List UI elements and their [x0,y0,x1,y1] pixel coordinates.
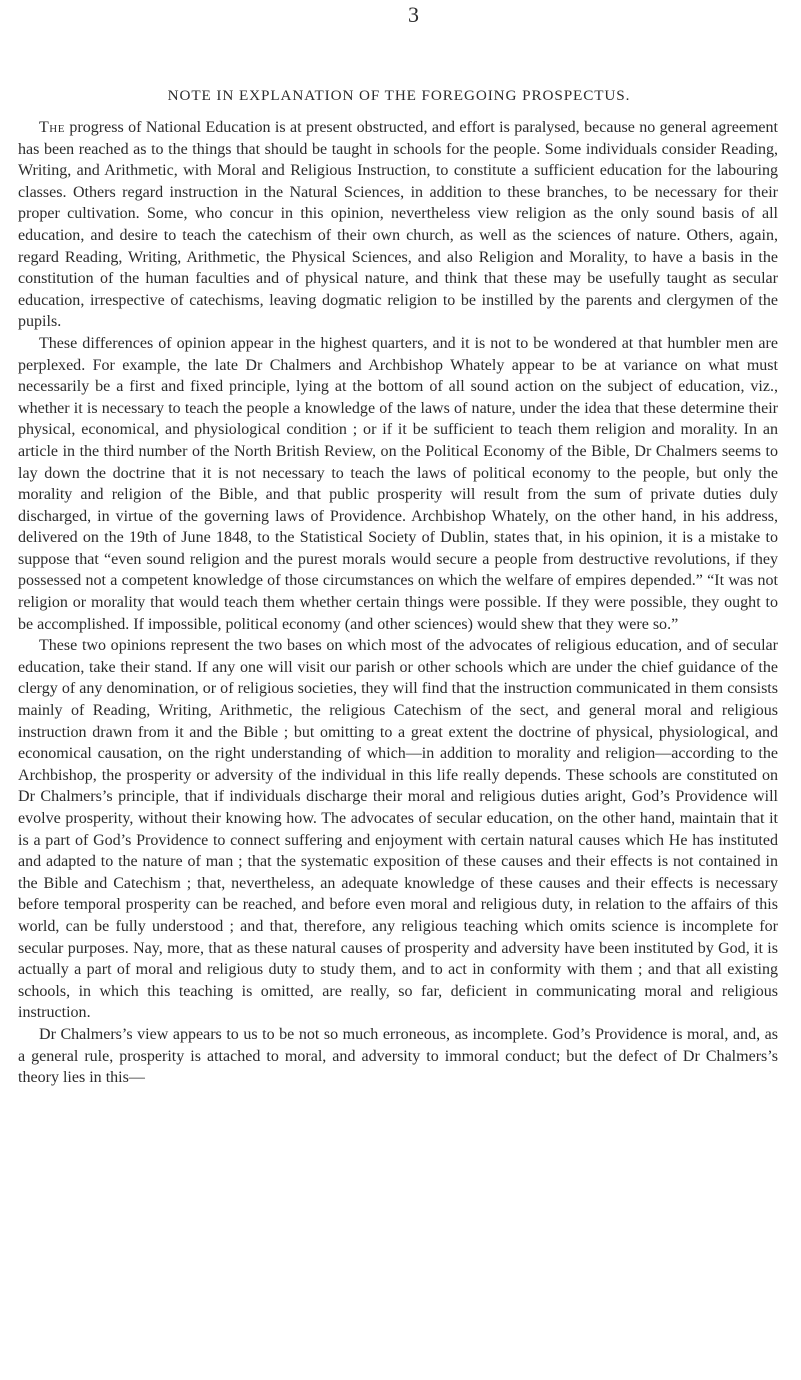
paragraph [18,1024,778,1089]
paragraph [18,117,778,333]
paragraph [18,333,778,635]
paragraph-text: These differences of opinion appear in the highest quarters, and it is not to be wondered at that humbler men are perplexed. For example, the late Dr Chalmers and Archbishop Whately appear to be at variance on what must necessarily be a first and fixed principle, lying at the bottom of all sound action on the subject of education, viz., whether it is necessary to teach the people a knowledge of the laws of nature, under the idea that these determine their physical, economical, and physiological condition ; or if it be sufficient to teach them religion and morality. In an article in the third number of the North British Review, on the Political Economy of the Bible, Dr Chalmers seems to lay down the doctrine that it is not necessary to teach the laws of political economy to the people, but only the morality and religion of the Bible, and that public prosperity will result from the sum of private duties duly discharged, in virtue of the governing laws of Providence. Archbishop Whately, on the other hand, in his address, delivered on the 19th of June 1848, to the Statistical Society of Dublin, states that, in his opinion, it is a mistake to suppose that “even sound religion and the purest morals would secure a people from destructive revolutions, if they possessed not a competent knowledge of those circumstances on which the welfare of empires depended.” “It was not religion or morality that would teach them whether certain things were possible. If they were possible, they ought to be accomplished. If impossible, political economy (and other sciences) would shew that they were so.” [18,334,778,633]
paragraph-text: These two opinions represent the two bases on which most of the advocates of religious education, and of secular education, take their stand. If any one will visit our parish or other schools which are under the chief guidance of the clergy of any denomination, or of religious societies, they will find that the instruction communicated in them consists mainly of Reading, Writing, Arithmetic, the religious Catechism of the sect, and general moral and religious instruction drawn from it and the Bible ; but omitting to a great extent the doctrine of physical, physiological, and economical causation, on the right understanding of which—in addition to morality and religion—according to the Archbishop, the prosperity or adversity of the individual in this life really depends. These schools are constituted on Dr Chalmers’s principle, that if individuals discharge their moral and religious duties aright, God’s Providence will evolve prosperity, without their knowing how. The advocates of secular education, on the other hand, maintain that it is a part of God’s Providence to connect suffering and enjoyment with certain natural causes which He has instituted and adapted to the nature of man ; that the systematic exposition of these causes and their effects is not contained in the Bible and Catechism ; that, nevertheless, an adequate knowledge of these causes and their effects is necessary before temporal prosperity can be reached, and before even moral and religious duty, in relation to the affairs of this world, can be fully understood ; and that, therefore, any religious teaching which omits science is incomplete for secular purposes. Nay, more, that as these natural causes of prosperity and adversity have been instituted by God, it is actually a part of moral and religious duty to study them, and to act in conformity with them ; and that all existing schools, in which this teaching is omitted, are really, so far, deficient in communicating moral and religious instruction. [18,637,778,1022]
page-number: 3 [408,2,420,27]
page-heading: NOTE IN EXPLANATION OF THE FOREGOING PROSPECTUS. [167,87,631,104]
paragraph-text: Dr Chalmers’s view appears to us to be not so much erroneous, as incomplete. God’s Providence is moral, and, as a general rule, prosperity is attached to moral, and adversity to immoral conduct; but the defect of Dr Chalmers’s theory lies in this— [18,1025,778,1087]
body-text [18,117,778,1089]
paragraph-lead-word: The [39,119,65,136]
paragraph [18,635,778,1024]
document-page [18,0,796,1380]
paragraph-text: progress of National Education is at present obstructed, and effort is paralysed, because no general agreement has been reached as to the things that should be taught in schools for the people. Some individuals consider Reading, Writing, and Arithmetic, with Moral and Religious Instruction, to constitute a sufficient education for the labouring classes. Others regard instruction in the Natural Sciences, in addition to these branches, to be necessary for their proper cultivation. Some, who concur in this opinion, nevertheless view religion as the only sound basis of all education, and desire to teach the catechism of their own church, as well as the sciences of nature. Others, again, regard Reading, Writing, Arithmetic, the Physical Sciences, and also Religion and Morality, to have a basis in the constitution of the human faculties and of physical nature, and think that these may be usefully taught as secular education, irrespective of catechisms, leaving dogmatic religion to be instilled by the parents and clergymen of the pupils. [18,119,778,331]
